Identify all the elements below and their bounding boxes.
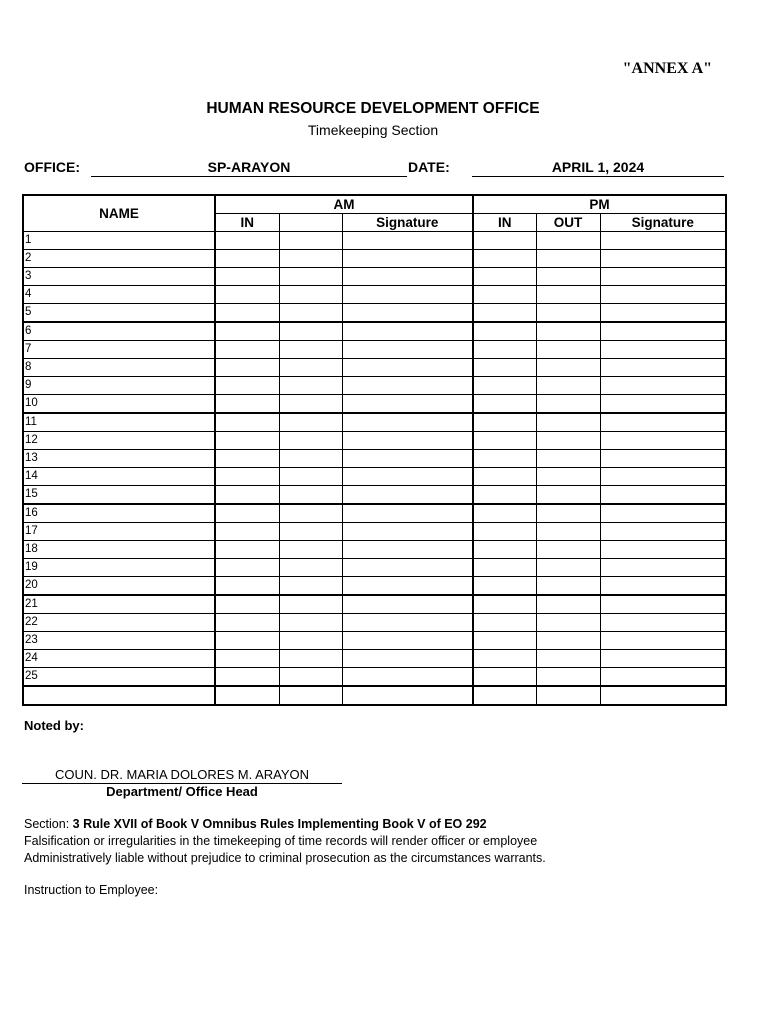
am-signature-cell[interactable] xyxy=(342,268,473,286)
am-in-cell[interactable] xyxy=(215,250,279,268)
table-row xyxy=(23,304,726,323)
am-blank-cell[interactable] xyxy=(279,668,342,687)
pm-out-cell[interactable] xyxy=(536,468,600,486)
am-in-cell[interactable] xyxy=(215,595,279,614)
pm-signature-cell[interactable] xyxy=(600,359,726,377)
date-label: DATE: xyxy=(408,159,450,175)
section-prefix: Section: xyxy=(24,817,73,831)
row-number: 2 xyxy=(23,250,215,268)
am-signature-cell[interactable] xyxy=(342,559,473,577)
table-row xyxy=(23,686,726,705)
table-row xyxy=(23,250,726,268)
pm-out-cell[interactable] xyxy=(536,559,600,577)
table-row xyxy=(23,286,726,304)
warning-line-2: Administratively liable without prejudice to criminal prosecution as the circumstances warrants. xyxy=(24,851,546,865)
pm-signature-cell[interactable] xyxy=(600,468,726,486)
pm-in-cell[interactable] xyxy=(473,395,536,414)
pm-out-cell[interactable] xyxy=(536,341,600,359)
table-body xyxy=(23,232,726,706)
pm-in-header: IN xyxy=(473,214,536,232)
am-blank-cell[interactable] xyxy=(279,432,342,450)
pm-in-cell[interactable] xyxy=(473,268,536,286)
pm-in-cell[interactable] xyxy=(473,504,536,523)
am-signature-cell[interactable] xyxy=(342,595,473,614)
pm-out-cell[interactable] xyxy=(536,413,600,432)
table-row xyxy=(23,268,726,286)
row-number: 6 xyxy=(23,322,215,341)
am-blank-cell[interactable] xyxy=(279,250,342,268)
pm-in-cell[interactable] xyxy=(473,286,536,304)
row-number: 7 xyxy=(23,341,215,359)
timekeeping-table xyxy=(22,194,727,706)
am-in-cell[interactable] xyxy=(215,432,279,450)
am-in-cell[interactable] xyxy=(215,359,279,377)
am-in-cell[interactable] xyxy=(215,486,279,505)
am-signature-cell[interactable] xyxy=(342,304,473,323)
am-signature-cell[interactable] xyxy=(342,250,473,268)
am-blank-cell[interactable] xyxy=(279,359,342,377)
date-value[interactable]: APRIL 1, 2024 xyxy=(551,159,645,175)
am-in-cell[interactable] xyxy=(215,468,279,486)
am-in-cell[interactable] xyxy=(215,650,279,668)
pm-in-cell[interactable] xyxy=(473,650,536,668)
am-signature-cell[interactable] xyxy=(342,359,473,377)
pm-signature-cell[interactable] xyxy=(600,632,726,650)
am-signature-cell[interactable] xyxy=(342,322,473,341)
am-blank-cell[interactable] xyxy=(279,468,342,486)
pm-signature-cell[interactable] xyxy=(600,395,726,414)
pm-in-cell[interactable] xyxy=(473,541,536,559)
am-in-cell[interactable] xyxy=(215,268,279,286)
am-blank-cell[interactable] xyxy=(279,595,342,614)
am-signature-cell[interactable] xyxy=(342,668,473,687)
pm-out-cell[interactable] xyxy=(536,304,600,323)
pm-in-cell[interactable] xyxy=(473,377,536,395)
pm-in-cell[interactable] xyxy=(473,486,536,505)
row-number: 8 xyxy=(23,359,215,377)
pm-signature-cell[interactable] xyxy=(600,250,726,268)
am-blank-cell[interactable] xyxy=(279,632,342,650)
am-signature-cell[interactable] xyxy=(342,504,473,523)
table-row xyxy=(23,450,726,468)
pm-out-cell[interactable] xyxy=(536,504,600,523)
table-row xyxy=(23,650,726,668)
row-number: 3 xyxy=(23,268,215,286)
pm-in-cell[interactable] xyxy=(473,632,536,650)
pm-out-cell[interactable] xyxy=(536,268,600,286)
table-row xyxy=(23,577,726,596)
am-in-cell[interactable] xyxy=(215,668,279,687)
am-blank-cell[interactable] xyxy=(279,450,342,468)
head-name: COUN. DR. MARIA DOLORES M. ARAYON xyxy=(54,767,310,782)
pm-out-cell[interactable] xyxy=(536,541,600,559)
name-header: NAME xyxy=(23,195,215,232)
table-row xyxy=(23,359,726,377)
am-in-cell[interactable] xyxy=(215,377,279,395)
am-blank-cell[interactable] xyxy=(279,577,342,596)
table-row xyxy=(23,395,726,414)
pm-signature-cell[interactable] xyxy=(600,377,726,395)
table-row xyxy=(23,432,726,450)
table-row xyxy=(23,668,726,687)
am-in-cell[interactable] xyxy=(215,541,279,559)
pm-out-cell[interactable] xyxy=(536,614,600,632)
am-blank-cell[interactable] xyxy=(279,504,342,523)
table-row xyxy=(23,341,726,359)
am-blank-cell[interactable] xyxy=(279,268,342,286)
am-in-header: IN xyxy=(215,214,279,232)
pm-out-cell[interactable] xyxy=(536,486,600,505)
am-blank-cell[interactable] xyxy=(279,541,342,559)
row-number: 20 xyxy=(23,577,215,596)
pm-in-cell[interactable] xyxy=(473,686,536,705)
pm-out-cell[interactable] xyxy=(536,650,600,668)
row-number xyxy=(23,686,215,705)
table-row xyxy=(23,595,726,614)
pm-out-header: OUT xyxy=(536,214,600,232)
am-signature-cell[interactable] xyxy=(342,614,473,632)
pm-signature-header: Signature xyxy=(600,214,726,232)
am-signature-cell[interactable] xyxy=(342,232,473,250)
pm-out-cell[interactable] xyxy=(536,523,600,541)
pm-in-cell[interactable] xyxy=(473,468,536,486)
date-underline xyxy=(472,176,724,177)
row-number: 16 xyxy=(23,504,215,523)
am-blank-cell[interactable] xyxy=(279,322,342,341)
pm-signature-cell[interactable] xyxy=(600,541,726,559)
pm-header: PM xyxy=(473,195,726,214)
am-signature-cell[interactable] xyxy=(342,686,473,705)
table-row xyxy=(23,486,726,505)
table-row xyxy=(23,468,726,486)
am-in-cell[interactable] xyxy=(215,450,279,468)
am-in-cell[interactable] xyxy=(215,577,279,596)
am-in-cell[interactable] xyxy=(215,632,279,650)
am-blank-cell[interactable] xyxy=(279,286,342,304)
am-blank-cell[interactable] xyxy=(279,686,342,705)
table-row xyxy=(23,541,726,559)
am-signature-cell[interactable] xyxy=(342,577,473,596)
pm-signature-cell[interactable] xyxy=(600,504,726,523)
pm-signature-cell[interactable] xyxy=(600,232,726,250)
row-number: 15 xyxy=(23,486,215,505)
pm-signature-cell[interactable] xyxy=(600,650,726,668)
pm-in-cell[interactable] xyxy=(473,595,536,614)
row-number: 1 xyxy=(23,232,215,250)
pm-signature-cell[interactable] xyxy=(600,523,726,541)
pm-out-cell[interactable] xyxy=(536,432,600,450)
am-signature-cell[interactable] xyxy=(342,523,473,541)
pm-out-cell[interactable] xyxy=(536,322,600,341)
am-signature-cell[interactable] xyxy=(342,341,473,359)
pm-in-cell[interactable] xyxy=(473,359,536,377)
table-row xyxy=(23,413,726,432)
row-number: 23 xyxy=(23,632,215,650)
pm-out-cell[interactable] xyxy=(536,250,600,268)
am-blank-header xyxy=(279,214,342,232)
pm-in-cell[interactable] xyxy=(473,450,536,468)
office-label: OFFICE: xyxy=(24,159,80,175)
table-row xyxy=(23,559,726,577)
pm-signature-cell[interactable] xyxy=(600,413,726,432)
row-number: 9 xyxy=(23,377,215,395)
pm-in-cell[interactable] xyxy=(473,559,536,577)
row-number: 25 xyxy=(23,668,215,687)
pm-in-cell[interactable] xyxy=(473,668,536,687)
noted-by-label: Noted by: xyxy=(24,718,84,733)
pm-in-cell[interactable] xyxy=(473,232,536,250)
row-number: 21 xyxy=(23,595,215,614)
pm-in-cell[interactable] xyxy=(473,523,536,541)
am-blank-cell[interactable] xyxy=(279,232,342,250)
pm-in-cell[interactable] xyxy=(473,577,536,596)
pm-out-cell[interactable] xyxy=(536,395,600,414)
am-in-cell[interactable] xyxy=(215,614,279,632)
row-number: 4 xyxy=(23,286,215,304)
am-in-cell[interactable] xyxy=(215,395,279,414)
pm-in-cell[interactable] xyxy=(473,413,536,432)
am-in-cell[interactable] xyxy=(215,341,279,359)
am-in-cell[interactable] xyxy=(215,232,279,250)
am-blank-cell[interactable] xyxy=(279,395,342,414)
pm-in-cell[interactable] xyxy=(473,432,536,450)
pm-signature-cell[interactable] xyxy=(600,686,726,705)
pm-out-cell[interactable] xyxy=(536,359,600,377)
am-in-cell[interactable] xyxy=(215,523,279,541)
am-signature-cell[interactable] xyxy=(342,432,473,450)
row-number: 5 xyxy=(23,304,215,323)
am-signature-cell[interactable] xyxy=(342,541,473,559)
pm-signature-cell[interactable] xyxy=(600,450,726,468)
am-blank-cell[interactable] xyxy=(279,486,342,505)
am-in-cell[interactable] xyxy=(215,286,279,304)
row-number: 10 xyxy=(23,395,215,414)
am-blank-cell[interactable] xyxy=(279,523,342,541)
am-in-cell[interactable] xyxy=(215,304,279,323)
am-in-cell[interactable] xyxy=(215,322,279,341)
pm-out-cell[interactable] xyxy=(536,668,600,687)
pm-out-cell[interactable] xyxy=(536,286,600,304)
section-subtitle: Timekeeping Section xyxy=(307,122,439,138)
office-title: HUMAN RESOURCE DEVELOPMENT OFFICE xyxy=(206,100,540,117)
pm-signature-cell[interactable] xyxy=(600,268,726,286)
head-title: Department/ Office Head xyxy=(106,784,258,799)
am-in-cell[interactable] xyxy=(215,686,279,705)
warning-line-1: Falsification or irregularities in the timekeeping of time records will render officer or employee xyxy=(24,834,538,848)
pm-signature-cell[interactable] xyxy=(600,486,726,505)
am-signature-cell[interactable] xyxy=(342,395,473,414)
am-header: AM xyxy=(215,195,473,214)
row-number: 11 xyxy=(23,413,215,432)
am-signature-header: Signature xyxy=(342,214,473,232)
section-rule: 3 Rule XVII of Book V Omnibus Rules Implementing Book V of EO 292 xyxy=(72,817,487,831)
am-signature-cell[interactable] xyxy=(342,650,473,668)
row-number: 18 xyxy=(23,541,215,559)
pm-signature-cell[interactable] xyxy=(600,432,726,450)
row-number: 13 xyxy=(23,450,215,468)
instruction-label: Instruction to Employee: xyxy=(24,883,159,897)
pm-in-cell[interactable] xyxy=(473,614,536,632)
pm-in-cell[interactable] xyxy=(473,304,536,323)
row-number: 14 xyxy=(23,468,215,486)
am-signature-cell[interactable] xyxy=(342,377,473,395)
pm-out-cell[interactable] xyxy=(536,377,600,395)
am-blank-cell[interactable] xyxy=(279,413,342,432)
row-number: 24 xyxy=(23,650,215,668)
am-signature-cell[interactable] xyxy=(342,286,473,304)
am-blank-cell[interactable] xyxy=(279,614,342,632)
pm-in-cell[interactable] xyxy=(473,322,536,341)
pm-signature-cell[interactable] xyxy=(600,304,726,323)
table-row xyxy=(23,504,726,523)
am-signature-cell[interactable] xyxy=(342,486,473,505)
office-underline xyxy=(91,176,407,177)
am-in-cell[interactable] xyxy=(215,559,279,577)
pm-signature-cell[interactable] xyxy=(600,595,726,614)
pm-in-cell[interactable] xyxy=(473,341,536,359)
pm-signature-cell[interactable] xyxy=(600,322,726,341)
am-signature-cell[interactable] xyxy=(342,468,473,486)
pm-signature-cell[interactable] xyxy=(600,668,726,687)
pm-in-cell[interactable] xyxy=(473,250,536,268)
pm-signature-cell[interactable] xyxy=(600,286,726,304)
pm-signature-cell[interactable] xyxy=(600,614,726,632)
row-number: 22 xyxy=(23,614,215,632)
table-row xyxy=(23,632,726,650)
pm-signature-cell[interactable] xyxy=(600,559,726,577)
table-row xyxy=(23,232,726,250)
table-row xyxy=(23,322,726,341)
am-blank-cell[interactable] xyxy=(279,650,342,668)
am-signature-cell[interactable] xyxy=(342,632,473,650)
am-blank-cell[interactable] xyxy=(279,377,342,395)
pm-signature-cell[interactable] xyxy=(600,577,726,596)
annex-label: "ANNEX A" xyxy=(622,60,712,77)
section-reference xyxy=(24,817,487,831)
row-number: 12 xyxy=(23,432,215,450)
am-in-cell[interactable] xyxy=(215,504,279,523)
table-row xyxy=(23,614,726,632)
am-blank-cell[interactable] xyxy=(279,559,342,577)
pm-out-cell[interactable] xyxy=(536,595,600,614)
row-number: 19 xyxy=(23,559,215,577)
row-number: 17 xyxy=(23,523,215,541)
am-blank-cell[interactable] xyxy=(279,304,342,323)
am-signature-cell[interactable] xyxy=(342,413,473,432)
am-signature-cell[interactable] xyxy=(342,450,473,468)
office-value[interactable]: SP-ARAYON xyxy=(207,159,291,175)
pm-signature-cell[interactable] xyxy=(600,341,726,359)
pm-out-cell[interactable] xyxy=(536,577,600,596)
table-row xyxy=(23,377,726,395)
pm-out-cell[interactable] xyxy=(536,450,600,468)
pm-out-cell[interactable] xyxy=(536,232,600,250)
table-row xyxy=(23,523,726,541)
am-in-cell[interactable] xyxy=(215,413,279,432)
pm-out-cell[interactable] xyxy=(536,632,600,650)
am-blank-cell[interactable] xyxy=(279,341,342,359)
pm-out-cell[interactable] xyxy=(536,686,600,705)
